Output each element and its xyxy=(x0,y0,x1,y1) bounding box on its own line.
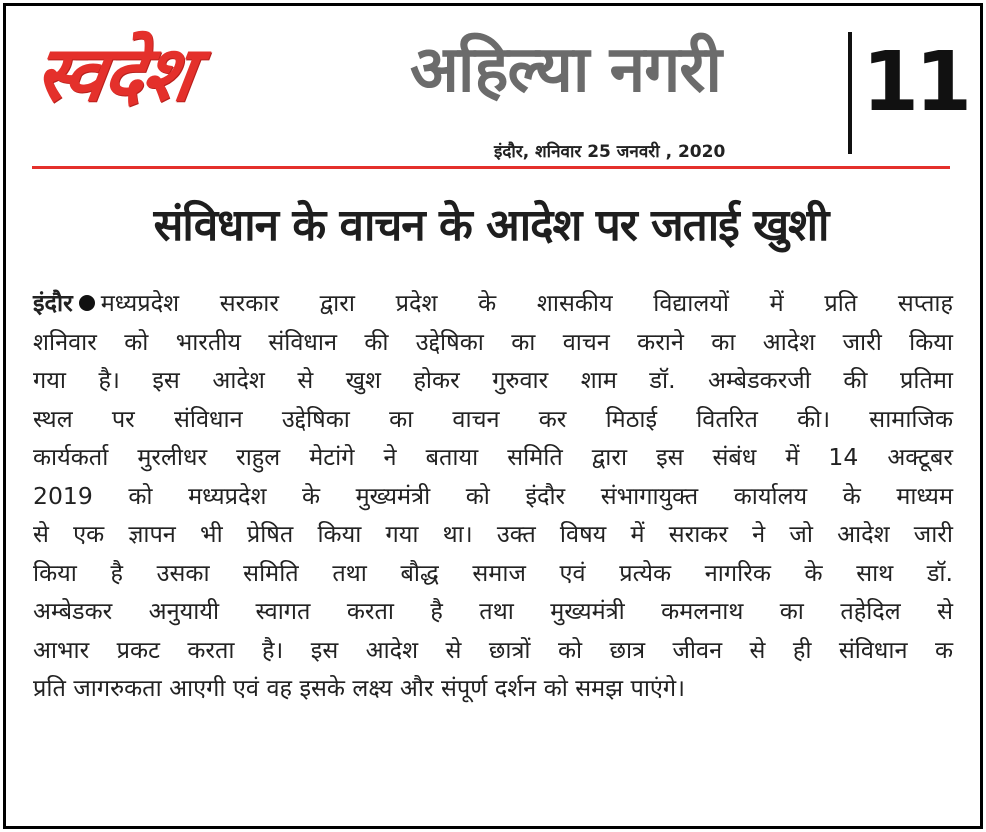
article-line: गया है। इस आदेश से खुश होकर गुरुवार शाम डॉ. अम्बेडकरजी की प्रतिमा xyxy=(33,366,953,394)
article-body xyxy=(33,284,953,708)
newspaper-logo: स्वदेश xyxy=(29,29,199,118)
masthead xyxy=(6,6,980,166)
article-line-text: मध्यप्रदेश सरकार द्वारा प्रदेश के शासकीय विद्यालयों में प्रति सप्ताह xyxy=(100,289,953,317)
article-line: शनिवार को भारतीय संविधान की उद्देषिका का वाचन कराने का आदेश जारी किया xyxy=(33,327,953,356)
article-line: किया है उसका समिति तथा बौद्ध समाज एवं प्रत्येक नागरिक के साथ डॉ. xyxy=(33,558,953,587)
article-line: अम्बेडकर अनुयायी स्वागत करता है तथा मुख्यमंत्री कमलनाथ का तहेदिल से xyxy=(33,597,953,625)
article-headline: संविधान के वाचन के आदेश पर जताई खुशी xyxy=(153,200,829,251)
edition-name: अहिल्या नगरी xyxy=(410,33,721,107)
article-line: आभार प्रकट करता है। इस आदेश से छात्रों को छात्र जीवन से ही संविधान क xyxy=(33,635,953,664)
article-line: स्थल पर संविधान उद्देषिका का वाचन कर मिठाई वितरित की। सामाजिक xyxy=(33,404,953,433)
article-line: से एक ज्ञापन भी प्रेषित किया गया था। उक्त विषय में सराकर ने जो आदेश जारी xyxy=(33,520,953,548)
bullet-icon xyxy=(79,295,95,311)
article-line xyxy=(33,284,953,323)
header-rule xyxy=(32,166,950,169)
masthead-divider xyxy=(848,32,852,154)
newspaper-clipping xyxy=(3,3,983,829)
page-number: 11 xyxy=(862,35,969,130)
article-line: 2019 को मध्यप्रदेश के मुख्यमंत्री को इंदौर संभागायुक्त कार्यालय के माध्यम xyxy=(33,481,953,510)
article-line: प्रति जागरुकता आएगी एवं वह इसके लक्ष्य और संपूर्ण दर्शन को समझ पाएंगे। xyxy=(33,674,686,702)
issue-dateline: इंदौर, शनिवार 25 जनवरी , 2020 xyxy=(494,142,726,162)
article-dateline-place: इंदौर xyxy=(33,289,73,317)
article-line: कार्यकर्ता मुरलीधर राहुल मेटांगे ने बताया समिति द्वारा इस संबंध में 14 अक्टूबर xyxy=(33,443,953,471)
